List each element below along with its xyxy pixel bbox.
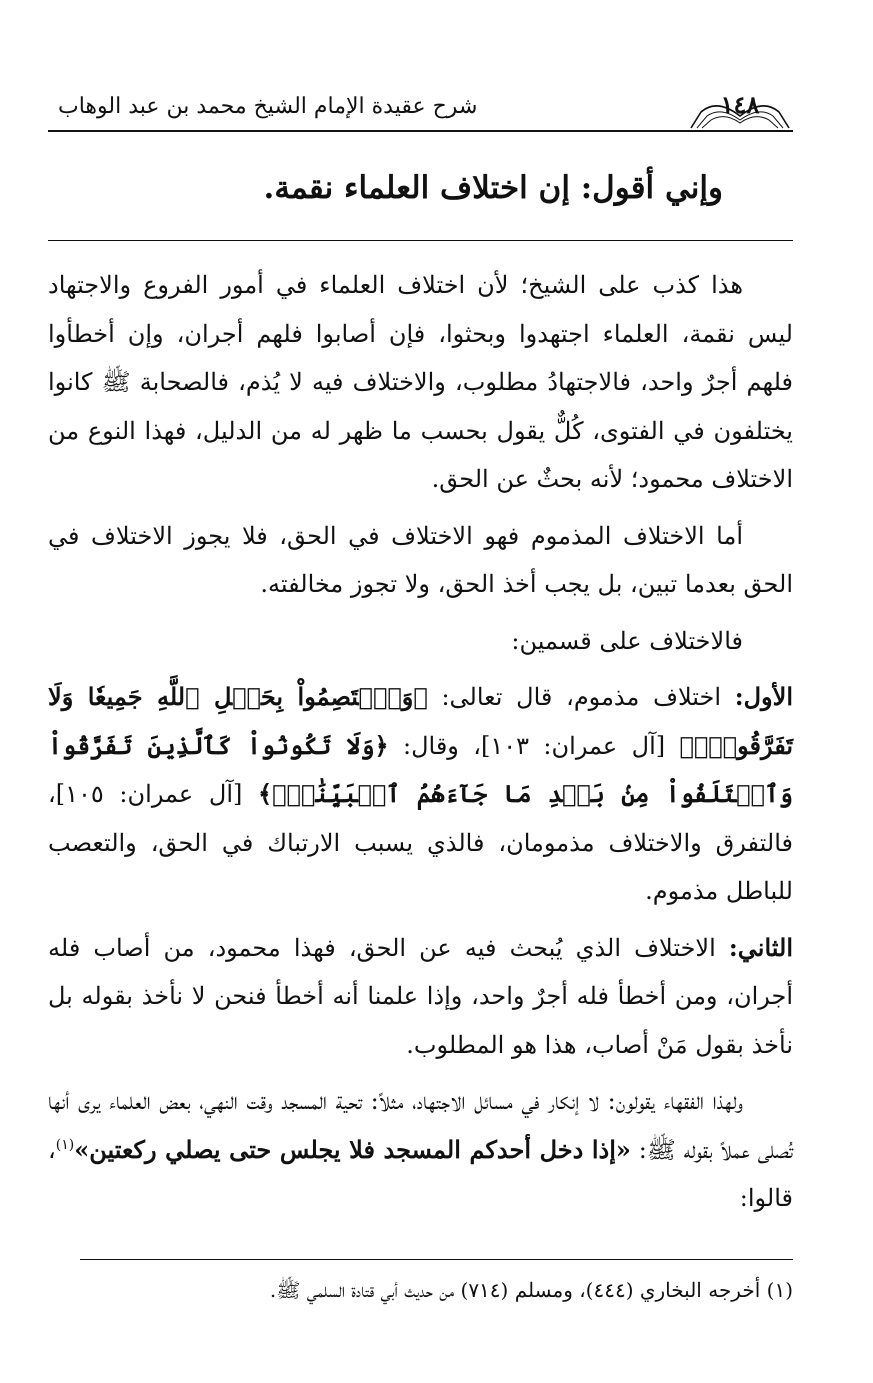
first-type-text-3: [آل عمران: ١٠٥]، فالتفرق والاختلاف مذمومان، فالذي يسبب الارتباك في الحق، والتعصب للباطل مذموم. [48, 780, 793, 905]
paragraph-1: هذا كذب على الشيخ؛ لأن اختلاف العلماء في أمور الفروع والاجتهاد ليس نقمة، العلماء اجتهدوا وبحثوا، فإن أصابوا فلهم أجران، وإن أخطأوا فلهم أجرٌ واحد، فالاجتهادُ مطلوب، والاختلاف فيه لا يُذم، فالصحابة ﷺ كانوا يختلفون في الفتوى، كُلٌّ يقول بحسب ما ظهر له من الدليل، فهذا النوع من الاختلاف محمود؛ لأنه بحثٌ عن الحق. [48, 271, 793, 493]
paragraph-6 [48, 1077, 793, 1223]
first-type-label: الأول: [734, 682, 793, 711]
quote-label: وإني أقول: [580, 170, 723, 206]
page-number: ١٤٨ [720, 90, 760, 119]
paragraph-2: أما الاختلاف المذموم فهو الاختلاف في الحق، فلا يجوز الاختلاف في الحق بعدما تبين، بل يجب أخذ الحق، ولا تجوز مخالفته. [48, 521, 793, 598]
paragraph-first-type [48, 673, 793, 916]
paragraph-second-type [48, 924, 793, 1070]
page-number-badge [687, 88, 793, 130]
quran-verse-2: ﴿وَلَا تَكُونُواْ كَٱلَّذِينَ تَفَرَّقُواْ وَٱخۡتَلَفُواْ مِنۢ بَعۡدِ مَا جَآءَهُمُ ٱلۡبَيِّنَٰتُۚ﴾ [48, 730, 793, 808]
header-rule [48, 130, 793, 132]
paragraph-6-tail: ، قالوا: [48, 1135, 793, 1212]
footnote: (١) أخرجه البخاري (٤٤٤)، ومسلم (٧١٤) من حديث أبي قتادة السلمي ﷺ. [269, 1278, 793, 1302]
running-title: شرح عقيدة الإمام الشيخ محمد بن عبد الوهاب [58, 94, 478, 119]
main-text [48, 160, 793, 1231]
first-type-text-1: اختلاف مذموم، قال تعالى: [427, 683, 735, 711]
second-type-label: الثاني: [728, 932, 793, 962]
quoted-statement [48, 160, 793, 218]
hadith-quote: «إذا دخل أحدكم المسجد فلا يجلس حتى يصلي ركعتين» [74, 1134, 631, 1164]
paragraph-6-text: ولهذا الفقهاء يقولون: لا إنكار في مسائل الاجتهاد، مثلاً: تحية المسجد وقت النهي، بعض العلماء يرى أنها تُصلى عملاً بقوله ﷺ: [48, 1087, 793, 1164]
footnote-reference[interactable]: (١) [55, 1136, 75, 1153]
quran-verse-1: ﴿وَٱعۡتَصِمُواْ بِحَبۡلِ ٱللَّهِ جَمِيعٗا وَلَا تَفَرَّقُواْۚ﴾ [48, 682, 794, 760]
second-type-text: الاختلاف الذي يُبحث فيه عن الحق، فهذا محمود، من أصاب فله أجران، ومن أخطأ فله أجرٌ واحد، وإذا علمنا أنه أخطأ فنحن لا نأخذ بقوله بل نأخذ بقول مَنْ أصاب، هذا هو المطلوب. [48, 933, 793, 1059]
page-header [48, 88, 793, 132]
footnote-divider [80, 1259, 793, 1260]
first-type-text-2: [آل عمران: ١٠٣]، وقال: [388, 731, 680, 760]
section-divider [48, 240, 793, 241]
quote-text: إن اختلاف العلماء نقمة. [263, 170, 570, 206]
paragraph-3: فالاختلاف على قسمين: [511, 626, 743, 655]
